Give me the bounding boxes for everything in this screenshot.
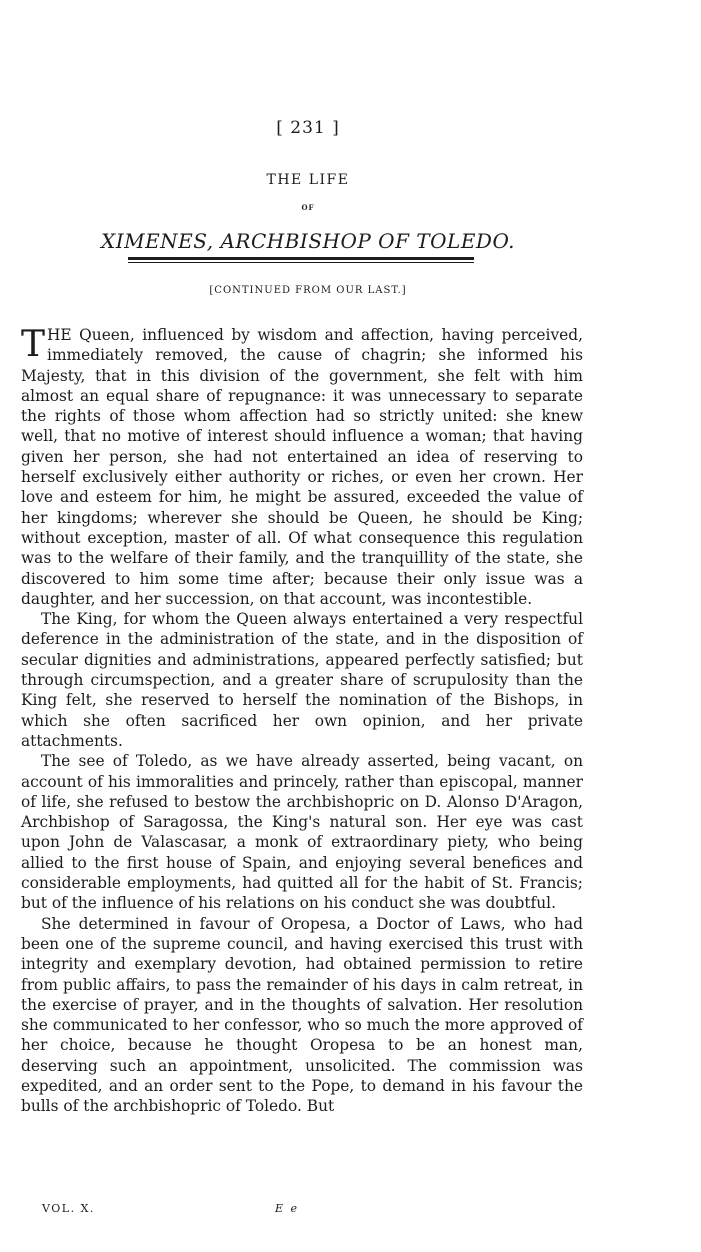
title-rule-thick bbox=[128, 257, 474, 260]
page-number: [ 231 ] bbox=[276, 118, 340, 138]
drop-cap: T bbox=[21, 324, 46, 365]
paragraph-1 bbox=[21, 325, 583, 609]
paragraph-4: She determined in favour of Oropesa, a Doctor of Laws, who had been one of the supreme council, and having exercised this trust with integrity and exemplary devotion, had obtained permission to retire from public affairs, to pass the remainder of his days in calm retreat, in the exercise of prayer, and in the thoughts of salvation. Her resolution she communicated to her confessor, who so much the more approved of her choice, because he thought Oropesa to be an honest man, deserving such an appointment, unsolicited. The commission was expedited, and an order sent to the Pope, to demand in his favour the bulls of the archbishopric of Toledo. But bbox=[21, 914, 583, 1116]
continued-note: [CONTINUED FROM OUR LAST.] bbox=[209, 285, 407, 296]
paragraph-2: The King, for whom the Queen always entertained a very respectful deference in the administration of the state, and in the disposition of secular dignities and administrations, appeared perfectly satisfied; but through circumspection, and a greater share of scrupulosity than the King felt, she reserved to herself the nomination of the Bishops, in which she often sacrificed her own opinion, and her private attachments. bbox=[21, 610, 583, 750]
paragraph-3: The see of Toledo, as we have already asserted, being vacant, on account of his immoralities and princely, rather than episcopal, manner of life, she refused to bestow the archbishopric on D. Alonso D'Aragon, Archbishop of Saragossa, the King's natural son. Her eye was cast upon John de Valascasar, a monk of extraordinary piety, who being allied to the first house of Spain, and enjoying several benefices and considerable employments, had quitted all for the habit of St. Francis; but of the influence of his relations on his conduct she was doubtful. bbox=[21, 752, 583, 913]
signature-mark: E e bbox=[275, 1202, 300, 1215]
volume-label: VOL. X. bbox=[42, 1202, 95, 1215]
paragraph-1-text: HE Queen, influenced by wisdom and affection, having perceived, immediately removed, the cause of chagrin; she informed his Majesty, that in this division of the government, she felt with him almost an equal share of repugnance: it was unnecessary to separate the rights of those whom affection had so strictly united: she knew well, that no motive of interest should influence a woman; that having given her person, she had not entertained an idea of reserving to herself exclusively either authority or riches, or even her crown. Her love and esteem for him, he might be assured, exceeded the value of her kingdoms; wherever she should be Queen, he should be King; without exception, master of all. Of what consequence this regulation was to the welfare of their family, and the tranquillity of the state, she discovered to him some time after; because their only issue was a daughter, and her succession, on that account, was incontestible. bbox=[21, 326, 583, 608]
article-title: THE LIFE bbox=[266, 172, 350, 188]
title-rule-thin bbox=[128, 262, 474, 263]
article-body bbox=[21, 325, 583, 1117]
article-subtitle: XIMENES, ARCHBISHOP OF TOLEDO. bbox=[100, 229, 516, 253]
title-connector: OF bbox=[301, 203, 315, 212]
